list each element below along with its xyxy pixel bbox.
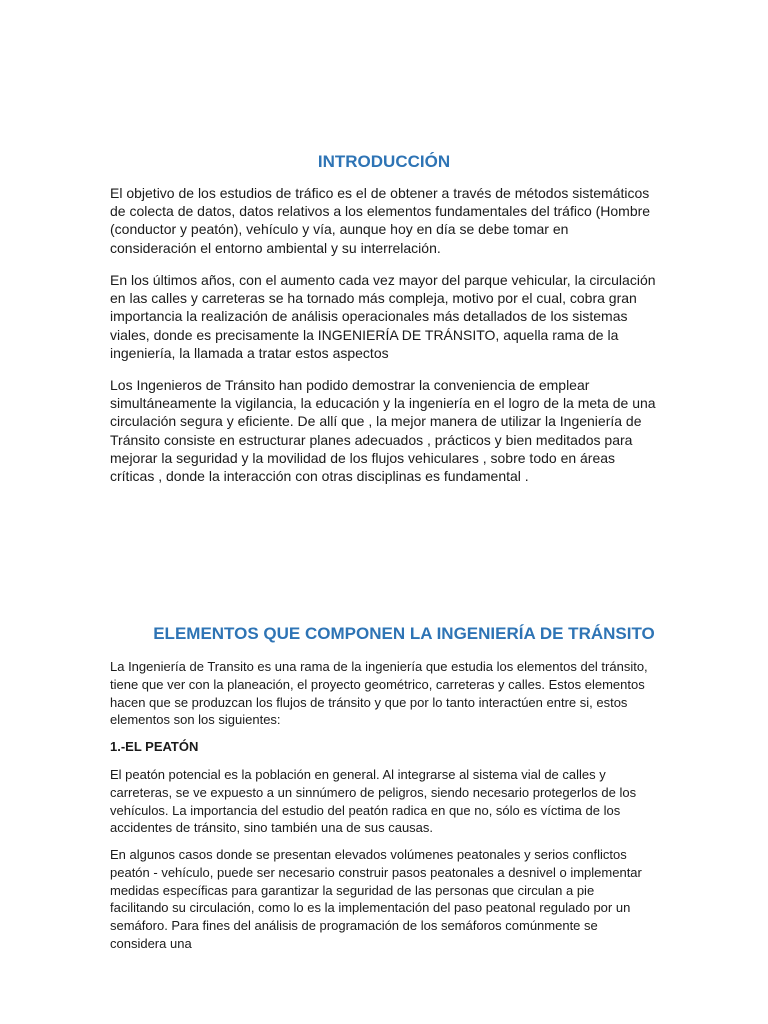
intro-paragraph-1: El objetivo de los estudios de tráfico es el de obtener a través de métodos sistemáticos de colecta de datos, datos relativos a los elementos fundamentales del tráfico (Hombre (conductor y peatón), vehículo y vía, aunque hoy en día se debe tomar en consideración el entorno ambiental y su interrelación. [110,185,651,256]
intro-paragraph-2: En los últimos años, con el aumento cada vez mayor del parque vehicular, la circulación en las calles y carreteras se ha tornado más compleja, motivo por el cual, cobra gran importancia la realización de análisis operacionales más detallados de los sistemas viales, donde es precisamente la INGENIERÍA DE TRÁNSITO, aquella rama de la ingeniería, la llamada a tratar estos aspectos [110,272,656,361]
elementos-intro-paragraph: La Ingeniería de Transito es una rama de la ingeniería que estudia los elementos del tránsito, tiene que ver con la planeación, el proyecto geométrico, carreteras y calles. Estos elementos hacen que se produzcan los flujos de tránsito y que por lo tanto interactúen entre si, estos elementos son los siguientes: [110,659,648,728]
section-title-introduccion: INTRODUCCIÓN [317,152,451,171]
intro-paragraph-3: Los Ingenieros de Tránsito han podido demostrar la conveniencia de emplear simultáneamente la vigilancia, la educación y la ingeniería en el logro de la meta de una circulación segura y eficiente. De allí que , la mejor manera de utilizar la Ingeniería de Tránsito consiste en estructurar planes adecuados , prácticos y bien meditados para mejorar la seguridad y la movilidad de los flujos vehiculares , sobre todo en áreas críticas , donde la interacción con otras disciplinas es fundamental . [110,377,656,485]
peaton-paragraph-1: El peatón potencial es la población en general. Al integrarse al sistema vial de calles y carreteras, se ve expuesto a un sinnúmero de peligros, siendo necesario protegerlos de los vehículos. La importancia del estudio del peatón radica en que no, sólo es víctima de los accidentes de tránsito, sino también una de sus causas. [110,767,637,836]
section-title-elementos: ELEMENTOS QUE COMPONEN LA INGENIERÍA DE TRÁNSITO [153,624,655,643]
peaton-heading: 1.-EL PEATÓN [110,739,199,754]
peaton-paragraph-2: En algunos casos donde se presentan elevados volúmenes peatonales y serios conflictos peatón - vehículo, puede ser necesario construir pasos peatonales a desnivel o implementar medidas específicas para garantizar la seguridad de las personas que circulan a pie facilitando su circulación, como lo es la implementación del paso peatonal regulado por un semáforo. Para fines del análisis de programación de los semáforos comúnmente se considera una [110,847,642,951]
